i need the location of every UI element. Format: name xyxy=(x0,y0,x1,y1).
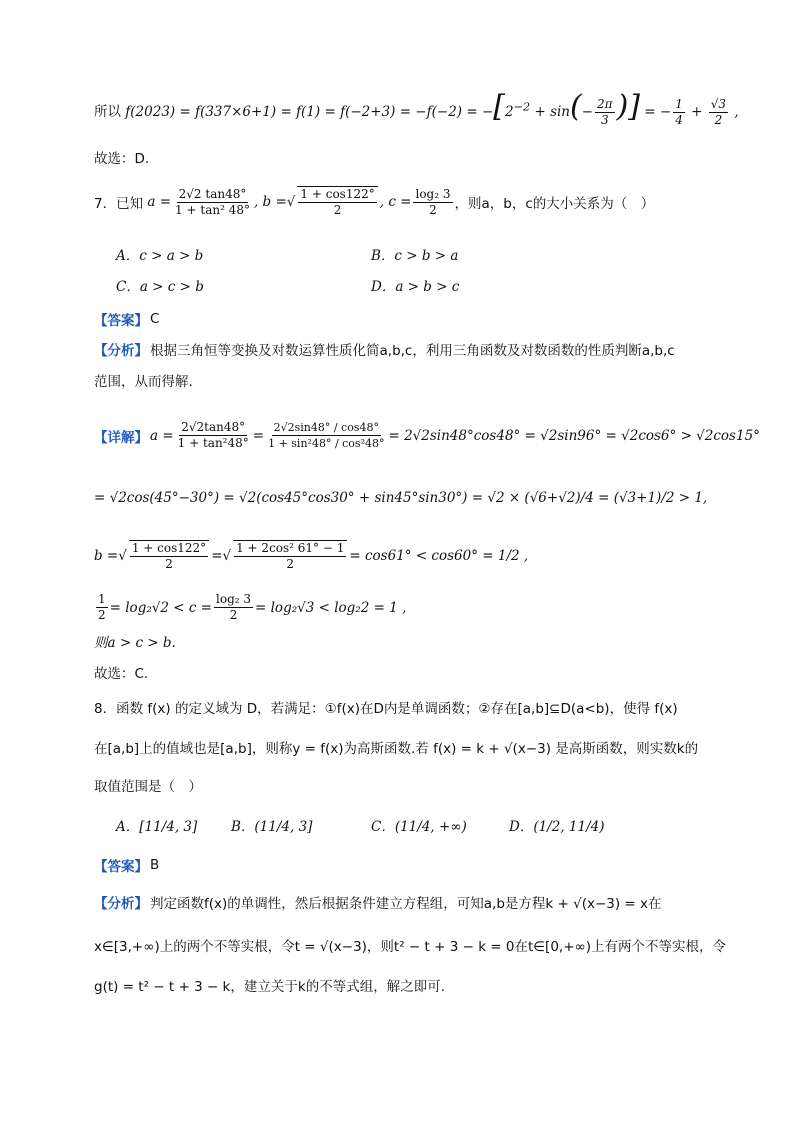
q8-analysis-2: x∈[3,+∞)上的两个不等实根，令t = √(x−3)，则t² − t + 3 − k = 0在t∈[0,+∞)上有两个不等实根，令 xyxy=(94,939,727,955)
q7-detail: 【详解】 a = $\frac{2√2\tan 48^\circ}{\text{1 + tan²48°}}$ = $\frac{2√2\sin 48^\circ / \cos 48^\circ}{\text{1 + sin²48° / cos²48°}}$ = 2√2sin48°cos48° = √2sin96° = √2cos6° > √2cos15° xyxy=(94,420,760,450)
conclusion-expression: $f(2023) = f(337\times 6+1) = f(1) = f(-2+3) = -f(-2) = -[2^{-2} + \sin(-$ $\frac{2\pi}{3}$ )] = − $\frac{1}{4}$ + $\frac{√3}{2}$ , xyxy=(121,89,739,127)
so-label: 所以 xyxy=(94,104,121,120)
answer-tag: 【答案】 xyxy=(94,313,148,329)
answer-value: B xyxy=(150,857,160,873)
q7-analysis-cont: 范围，从而得解. xyxy=(94,374,193,390)
detail-line-2: = √2cos(45°−30°) = √2(cos45°cos30° + sin45°sin30°) = √2 × (√6+√2)/4 = (√3+1)/2 > 1, xyxy=(94,490,708,506)
answer-value: C xyxy=(150,311,160,327)
question-7: 7．已知 a = $\frac{2√2 \tan 48^\circ}{\text{1 + tan² 48°}}$ , b = √ $\frac{1 + \cos 122^\circ}{2}$ , c = $\frac{\text{log₂ 3}}{2}$ ，则a，b，c的大小关系为（ ） xyxy=(94,186,655,217)
q7-option-a: A．c > a > b xyxy=(116,248,204,264)
answer-tag: 【答案】 xyxy=(94,859,148,875)
q7-option-d: D．a > b > c xyxy=(371,279,460,295)
q7-analysis xyxy=(94,339,675,359)
q8-text-1: 8．函数 f(x) 的定义域为 D，若满足：①f(x)在D内是单调函数；②存在[a,b]⊆D(a<b)，使得 f(x) xyxy=(94,701,678,717)
q7-tail: ，则a，b，c的大小关系为（ ） xyxy=(454,196,655,212)
q7-option-b: B．c > b > a xyxy=(371,248,459,264)
q8-option-b: B．(11/4, 3] xyxy=(231,819,313,835)
detail-line-3: b = √ $\frac{1 + \cos 122^\circ}{2}$ = √ $\frac{\text{1 + 2cos² 61° − 1}}{2}$ = cos61° < cos60° = 1/2 , xyxy=(94,541,529,571)
conclusion-line xyxy=(94,89,739,128)
q8-text-2: 在[a,b]上的值域也是[a,b]，则称y = f(x)为高斯函数.若 f(x) = k + √(x−3) 是高斯函数，则实数k的 xyxy=(94,741,699,757)
q8-option-c: C．(11/4, +∞) xyxy=(371,819,467,835)
q8-text-3: 取值范围是（ ） xyxy=(94,779,202,795)
detail-line-4: $\frac{1}{2}$ = log₂√2 < c = $\frac{\text{log₂ 3}}{2}$ = log₂√3 < log₂2 = 1 , xyxy=(98,592,407,622)
q7-then: 则a > c > b. xyxy=(94,635,176,651)
q8-option-a: A．[11/4, 3] xyxy=(116,819,198,835)
q8-option-d: D．(1/2, 11/4) xyxy=(509,819,605,835)
analysis-tag: 【分析】 xyxy=(94,343,148,359)
q7-answer-line: 故选：C. xyxy=(94,666,149,682)
q7-number: 7．已知 xyxy=(94,196,144,212)
analysis-text: 根据三角恒等变换及对数运算性质化简a,b,c，利用三角函数及对数函数的性质判断a,b,c xyxy=(150,343,675,359)
q8-analysis xyxy=(94,892,662,912)
analysis-text: 判定函数f(x)的单调性，然后根据条件建立方程组，可知a,b是方程k + √(x−3) = x在 xyxy=(150,896,662,912)
q8-answer xyxy=(94,855,159,875)
detail-tag: 【详解】 xyxy=(94,429,148,446)
answer-line-q6: 故选：D. xyxy=(94,151,150,167)
q7-option-c: C．a > c > b xyxy=(116,279,204,295)
q8-analysis-3: g(t) = t² − t + 3 − k，建立关于k的不等式组，解之即可. xyxy=(94,979,445,995)
detail-tail: = 2√2sin48°cos48° = √2sin96° = √2cos6° > √2cos15° xyxy=(388,427,760,444)
q7-answer xyxy=(94,309,159,329)
analysis-tag: 【分析】 xyxy=(94,896,148,912)
